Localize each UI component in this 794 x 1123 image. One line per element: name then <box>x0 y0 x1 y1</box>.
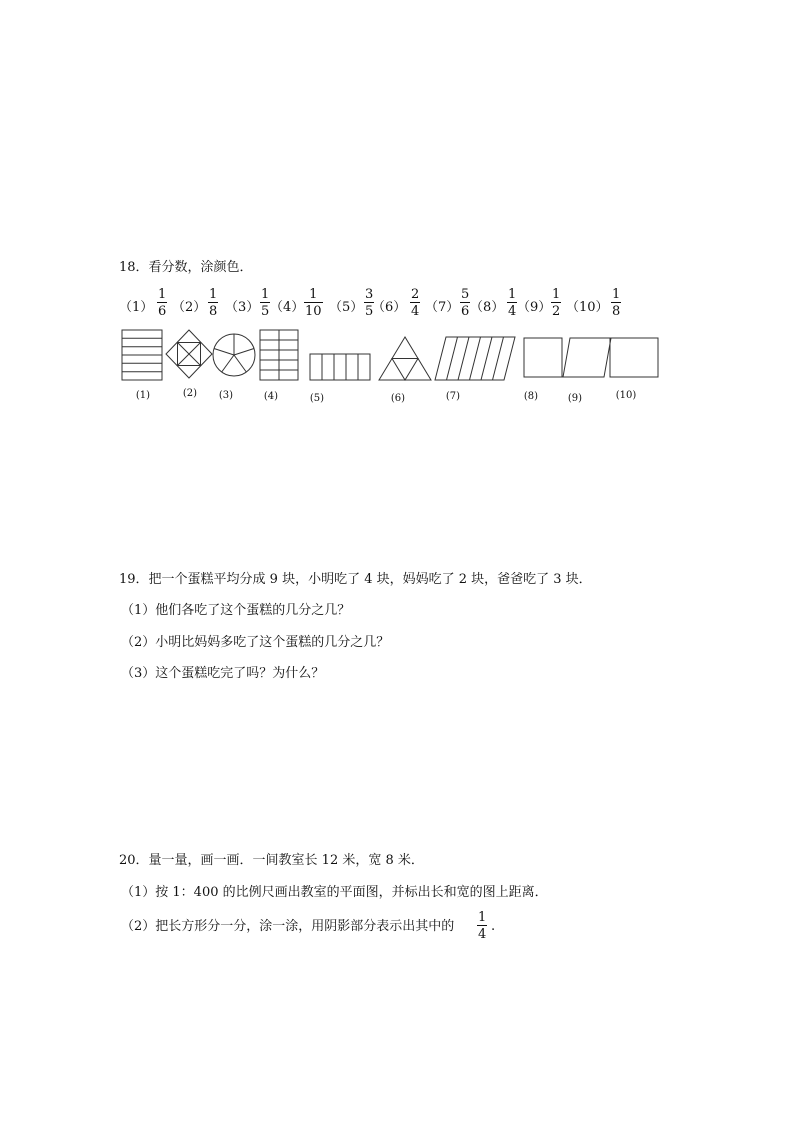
q18-fraction: 1 5 <box>261 287 270 319</box>
q18-item-label: （6） <box>372 300 407 315</box>
q18-item-label: （10） <box>566 300 609 315</box>
shape-9-parallelogram <box>563 338 611 377</box>
shape-2-diamond-square <box>166 330 212 378</box>
shape-4-grid-rectangle <box>260 330 298 380</box>
shape-label: (7) <box>445 391 461 402</box>
q20-sub1: （1）按 1：400 的比例尺画出教室的平面图，并标出长和宽的图上距离． <box>121 885 548 900</box>
shape-label: (10) <box>615 390 637 401</box>
q19-title: 19．把一个蛋糕平均分成 9 块，小明吃了 4 块，妈妈吃了 2 块，爸爸吃了 3 块． <box>119 572 592 587</box>
q20-sub2-text: （2）把长方形分一分，涂一涂，用阴影部分表示出其中的 <box>121 919 455 934</box>
q18-item-label: （4） <box>270 300 305 315</box>
q18-fraction: 1 8 <box>209 287 218 319</box>
q19-sub3: （3）这个蛋糕吃完了吗？为什么？ <box>121 666 325 681</box>
q18-item-label: （8） <box>470 300 505 315</box>
shape-1-striped-rectangle <box>122 330 162 380</box>
q18-title: 18．看分数，涂颜色． <box>119 260 253 275</box>
shape-8-square <box>524 338 562 377</box>
q18-fraction: 1 10 <box>305 287 322 319</box>
shape-6-triangle <box>379 337 431 380</box>
shape-7-parallelogram <box>435 337 515 380</box>
shape-label: (3) <box>218 390 234 401</box>
q20-sub2 <box>121 919 454 935</box>
q20-sub2-period: . <box>491 919 496 934</box>
shape-label: (9) <box>567 393 583 404</box>
q18-fraction: 1 6 <box>158 287 167 319</box>
q20-fraction: 1 4 <box>478 910 487 942</box>
q18-item-label: （7） <box>425 300 460 315</box>
q18-item-label: （5） <box>329 300 364 315</box>
q18-fraction: 1 4 <box>508 287 517 319</box>
shape-5-column-rectangle <box>310 354 370 380</box>
q20-title: 20．量一量，画一画．一间教室长 12 米，宽 8 米． <box>119 853 424 868</box>
q18-fraction: 2 4 <box>411 287 420 319</box>
shape-10-rectangle <box>610 338 658 377</box>
shape-label: (1) <box>135 390 151 401</box>
q18-fraction: 3 5 <box>365 287 374 319</box>
shape-label: (5) <box>309 393 325 404</box>
q18-fraction: 1 2 <box>552 287 561 319</box>
q18-item-label: （3） <box>225 300 260 315</box>
q18-item-label: （2） <box>172 300 207 315</box>
shape-label: (6) <box>390 393 406 404</box>
q19-sub1: （1）他们各吃了这个蛋糕的几分之几？ <box>121 603 351 618</box>
shape-label: (8) <box>523 391 539 402</box>
q18-item-label: （1） <box>119 300 154 315</box>
q19-sub2: （2）小明比妈妈多吃了这个蛋糕的几分之几？ <box>121 635 390 650</box>
shape-3-circle-sectors <box>213 334 255 376</box>
shape-label: (2) <box>182 388 198 399</box>
shape-label: (4) <box>263 391 279 402</box>
q18-fraction: 1 8 <box>612 287 621 319</box>
q18-item-label: （9） <box>517 300 552 315</box>
q18-fraction: 5 6 <box>461 287 470 319</box>
